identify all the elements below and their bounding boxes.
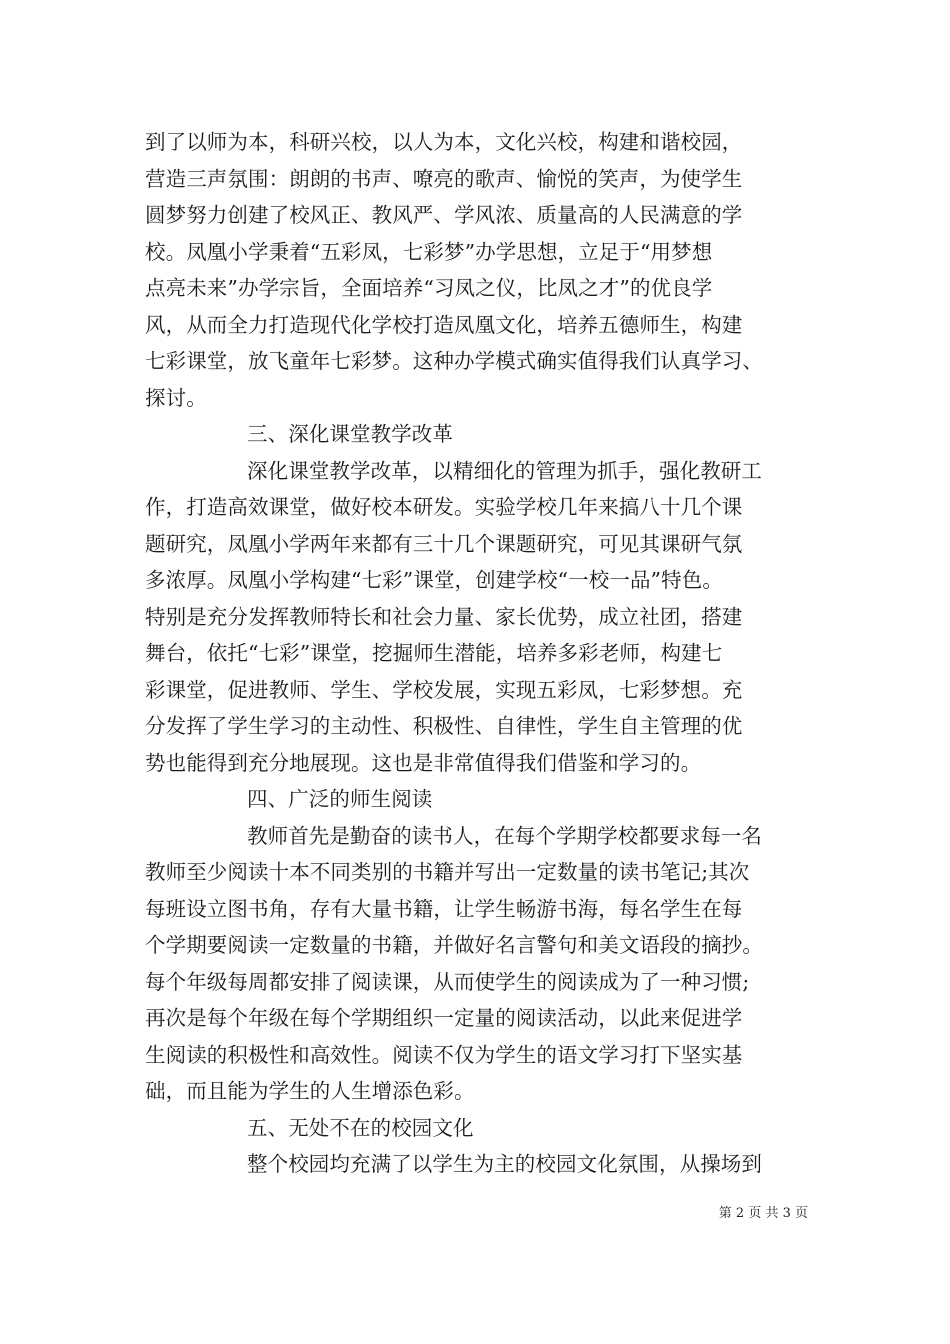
text-line: 个学期要阅读一定数量的书籍，并做好名言警句和美文语段的摘抄。 — [145, 933, 763, 957]
document-page — [145, 124, 813, 1183]
text-line: 深化课堂教学改革，以精细化的管理为抓手，强化教研工 — [247, 458, 762, 483]
text-line: 七彩课堂，放飞童年七彩梦。这种办学模式确实值得我们认真学习、 — [145, 349, 763, 373]
text-line: 校。凤凰小学秉着“五彩凤，七彩梦”办学思想，立足于“用梦想 — [145, 239, 713, 264]
text-line: 作，打造高效课堂，做好校本研发。实验学校几年来搞八十几个课 — [145, 495, 743, 519]
text-line: 点亮未来”办学宗旨，全面培养“习凤之仪，比凤之才”的优良学 — [145, 276, 713, 300]
section-4 — [145, 781, 813, 1110]
text-line: 舞台，依托“七彩”课堂，挖掘师生潜能，培养多彩老师，构建七 — [145, 641, 723, 665]
text-line: 每班设立图书角，存有大量书籍，让学生畅游书海，每名学生在每 — [145, 896, 743, 921]
text-line: 特别是充分发挥教师特长和社会力量、家长优势，成立社团，搭建 — [145, 604, 743, 629]
text-line: 多浓厚。凤凰小学构建“七彩”课堂，创建学校“一校一品”特色。 — [145, 568, 723, 592]
section-heading: 三、深化课堂教学改革 — [247, 422, 453, 446]
text-line: 到了以师为本，科研兴校，以人为本，文化兴校，构建和谐校园， — [145, 130, 743, 154]
section-heading: 四、广泛的师生阅读 — [247, 787, 433, 811]
text-line: 整个校园均充满了以学生为主的校园文化氛围，从操场到 — [247, 1152, 762, 1176]
text-line: 分发挥了学生学习的主动性、积极性、自律性，学生自主管理的优 — [145, 714, 743, 738]
text-line: 础，而且能为学生的人生增添色彩。 — [145, 1079, 475, 1103]
text-line: 再次是每个年级在每个学期组织一定量的阅读活动，以此来促进学 — [145, 1006, 743, 1030]
paragraph-1 — [145, 124, 813, 416]
text-line: 圆梦努力创建了校风正、教风严、学风浓、质量高的人民满意的学 — [145, 203, 743, 227]
text-line: 彩课堂，促进教师、学生、学校发展，实现五彩凤，七彩梦想。充 — [145, 677, 743, 702]
page-number-footer: 第 2 页 共 3 页 — [718, 1206, 808, 1221]
text-line: 教师首先是勤奋的读书人，在每个学期学校都要求每一名 — [247, 823, 762, 848]
text-line: 生阅读的积极性和高效性。阅读不仅为学生的语文学习打下坚实基 — [145, 1042, 743, 1067]
text-line: 每个年级每周都安排了阅读课，从而使学生的阅读成为了一种习惯; — [145, 969, 750, 994]
text-line: 势也能得到充分地展现。这也是非常值得我们借鉴和学习的。 — [145, 750, 702, 775]
section-5 — [145, 1110, 813, 1183]
text-line: 题研究，凤凰小学两年来都有三十几个课题研究，可见其课研气氛 — [145, 531, 743, 556]
text-line: 教师至少阅读十本不同类别的书籍并写出一定数量的读书笔记;其次 — [145, 860, 750, 884]
text-line: 风，从而全力打造现代化学校打造凤凰文化，培养五德师生，构建 — [145, 312, 743, 337]
section-3 — [145, 416, 813, 781]
text-line: 营造三声氛围：朗朗的书声、嘹亮的歌声、愉悦的笑声，为使学生 — [145, 166, 743, 191]
text-line: 探讨。 — [145, 385, 207, 410]
section-heading: 五、无处不在的校园文化 — [247, 1115, 474, 1140]
